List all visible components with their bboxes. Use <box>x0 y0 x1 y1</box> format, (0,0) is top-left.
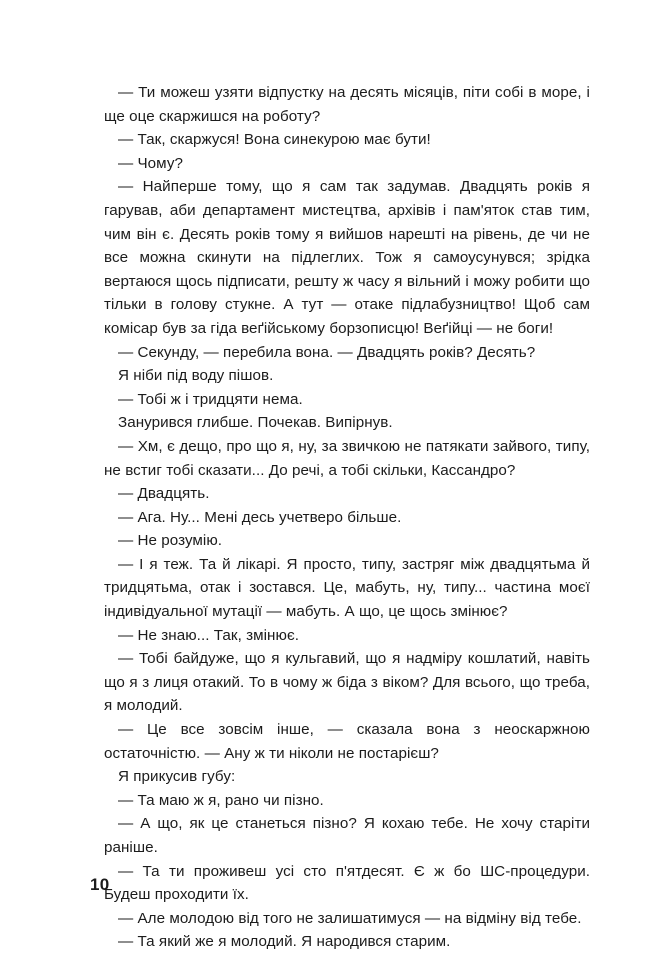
paragraph: — Секунду, — перебила вона. — Двадцять років? Десять? <box>118 343 536 361</box>
paragraph: — Не розумію. <box>118 532 223 550</box>
paragraph: — Ти можеш узяти відпустку на десять місяців, піти собі в море, і ще оце скаржишся на роботу? <box>104 84 590 125</box>
paragraph: — Ага. Ну... Мені десь учетверо більше. <box>118 508 402 526</box>
paragraph: — Найперше тому, що я сам так задумав. Двадцять років я гарував, аби департамент мистецтва, архівів і пам'яток став тим, чим він є. Десять років тому я вийшов нарешті на рівень, де чи не все можна скинути на підлеглих. Тож я самоусунувся; зрідка вертаюся щось підписати, решту ж часу я вільний і можу робити що тільки в голову стукне. А тут — отаке підлабузництво! Щоб сам комісар був за гіда веґійському борзописцю! Веґійці — не боги! <box>104 178 590 337</box>
paragraph: — Але молодою від того не залишатимуся — на відміну від тебе. <box>118 909 582 927</box>
paragraph: Занурився глибше. Почекав. Випірнув. <box>118 414 393 432</box>
paragraph: — Так, скаржуся! Вона синекурою має бути! <box>118 131 431 149</box>
page-number: 10 <box>90 875 110 894</box>
paragraph: — Чому? <box>118 154 183 172</box>
paragraph: — Тобі байдуже, що я кульгавий, що я надміру кошлатий, навіть що я з лиця отакий. То в чому ж біда з віком? Для всього, що треба, я молодий. <box>104 650 590 715</box>
paragraph: — Не знаю... Так, змінює. <box>118 626 300 644</box>
paragraph: — Та маю ж я, рано чи пізно. <box>118 791 324 809</box>
paragraph: Я ніби під воду пішов. <box>118 367 274 385</box>
paragraph: — Це все зовсім інше, — сказала вона з неоскаржною остаточністю. — Ану ж ти ніколи не постарієш? <box>104 721 590 762</box>
paragraph: — А що, як це станеться пізно? Я кохаю тебе. Не хочу старіти раніше. <box>104 815 590 856</box>
body-text <box>104 81 590 954</box>
paragraph: — І я теж. Та й лікарі. Я просто, типу, застряг між двадцятьма й тридцятьма, отак і зостався. Це, мабуть, ну, типу... частина моєї індивідуальної мутації — мабуть. А що, це щось змінює? <box>104 555 590 621</box>
paragraph: — Двадцять. <box>118 485 210 503</box>
paragraph: — Хм, є дещо, про що я, ну, за звичкою не патякати зайвого, типу, не встиг тобі сказати... До речі, а тобі скільки, Кассандро? <box>104 437 590 479</box>
paragraph: Я прикусив губу: <box>118 768 236 786</box>
paragraph: — Та який же я молодий. Я народився старим. <box>118 933 451 951</box>
paragraph: — Та ти проживеш усі сто п'ятдесят. Є ж бо ШС-процедури. Будеш проходити їх. <box>104 862 590 904</box>
paragraph: — Тобі ж і тридцяти нема. <box>118 390 303 408</box>
